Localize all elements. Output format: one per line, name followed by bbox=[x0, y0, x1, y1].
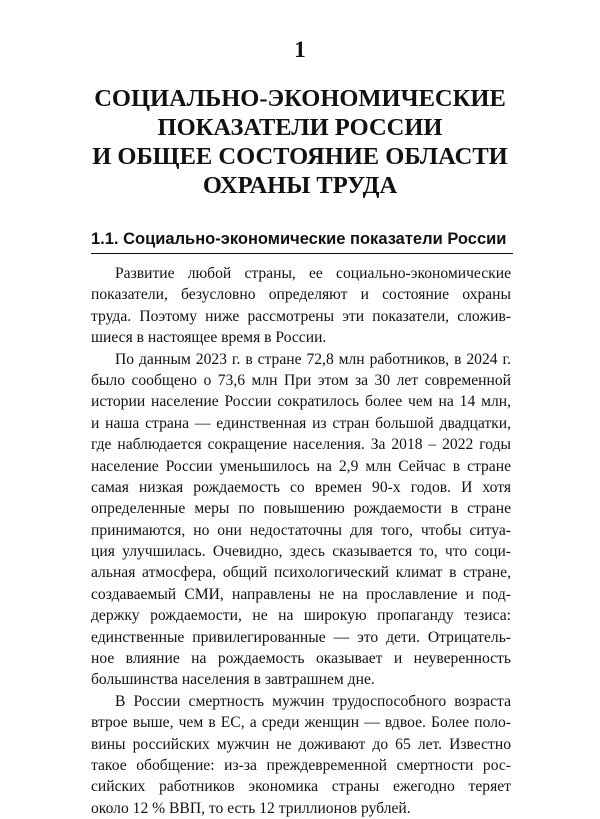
text-line: самая низкая рождаемость со времен 90-х годов. И хотя bbox=[91, 478, 511, 496]
text-line: большинства населения в завтрашнем дне. bbox=[91, 671, 375, 689]
text-line: единственные привилегированные — это дети. Отрицатель- bbox=[91, 628, 511, 646]
text-line: и наша страна — единственная из стран большой двадцатки, bbox=[91, 414, 511, 432]
text-line: труда. Поэтому ниже рассмотрены эти показатели, сложив- bbox=[91, 307, 511, 325]
chapter-title-line: ОХРАНЫ ТРУДА bbox=[202, 172, 398, 199]
text-line: держку рождаемости, не на широкую пропаганду тезиса: bbox=[91, 607, 511, 625]
text-line: ция улучшилась. Очевидно, здесь сказывается то, что соци- bbox=[91, 543, 511, 561]
paragraph bbox=[91, 263, 511, 349]
body-text bbox=[91, 263, 511, 819]
text-line: Развитие любой страны, ее социально-экономические bbox=[115, 265, 511, 282]
chapter-title-line: И ОБЩЕЕ СОСТОЯНИЕ ОБЛАСТИ bbox=[92, 143, 508, 170]
text-line: По данным 2023 г. в стране 72,8 млн работников, в 2024 г. bbox=[115, 350, 511, 368]
text-line: где наблюдается сокращение населения. За 2018 – 2022 годы bbox=[91, 436, 511, 454]
text-line: определенные меры по повышению рождаемости в стране bbox=[91, 500, 511, 518]
text-line: показатели, безусловно определяют и состояние охраны bbox=[91, 286, 511, 304]
text-line: такое обобщение: из-за преждевременной смертности рос- bbox=[91, 756, 511, 774]
text-line: альная атмосфера, общий психологический климат в стране, bbox=[91, 564, 511, 582]
text-line: шиеся в настоящее время в России. bbox=[91, 329, 327, 347]
chapter-title bbox=[60, 84, 540, 200]
text-line: принимаются, но они недостаточны для того, чтобы ситуа- bbox=[91, 521, 511, 539]
chapter-number: 1 bbox=[294, 37, 306, 62]
text-line: было сообщено о 73,6 млн При этом за 30 лет современной bbox=[91, 371, 511, 389]
paragraph bbox=[91, 691, 511, 819]
text-line: ное влияние на рождаемость оказывает и неуверенность bbox=[91, 650, 511, 668]
text-line: истории население России сократилось более чем на 14 млн, bbox=[91, 393, 511, 411]
section-heading: 1.1. Социально-экономические показатели России bbox=[91, 229, 513, 254]
chapter-title-line: ПОКАЗАТЕЛИ РОССИИ bbox=[157, 114, 443, 141]
text-line: около 12 % ВВП, то есть 12 триллионов рублей. bbox=[91, 799, 411, 817]
text-line: население России уменьшилось на 2,9 млн Сейчас в стране bbox=[91, 457, 511, 475]
text-line: В России смертность мужчин трудоспособного возраста bbox=[115, 692, 511, 710]
text-line: втрое выше, чем в ЕС, а среди женщин — вдвое. Более поло- bbox=[91, 714, 511, 732]
text-line: вины российских мужчин не доживают до 65 лет. Известно bbox=[91, 735, 511, 753]
text-line: создаваемый СМИ, направлены не на прославление и под- bbox=[91, 585, 511, 603]
chapter-title-line: СОЦИАЛЬНО-ЭКОНОМИЧЕСКИЕ bbox=[94, 85, 506, 112]
text-line: сийских работников экономика страны ежегодно теряет bbox=[91, 778, 511, 796]
paragraph bbox=[91, 349, 511, 691]
